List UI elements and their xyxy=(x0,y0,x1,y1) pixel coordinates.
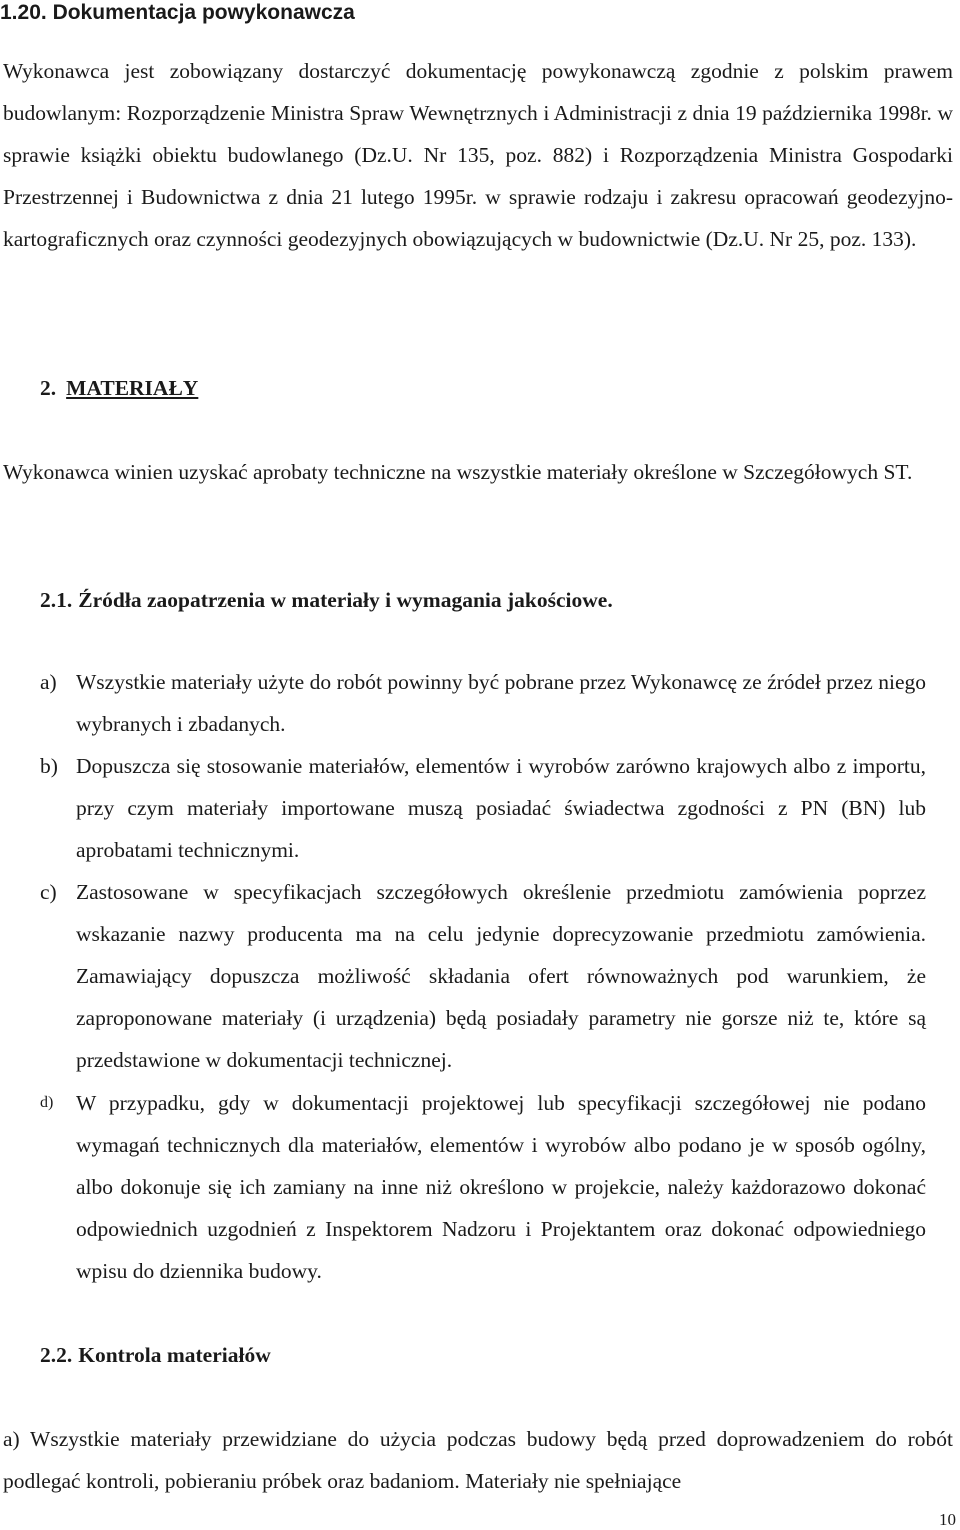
list-item-text: W przypadku, gdy w dokumentacji projektowej lub specyfikacji szczegółowej nie podano wymagań technicznych dla materiałów, elementów i wyrobów albo podano je w sposób ogólny, albo dokonuje się ich zamiany na inne niż określono w projekcie, należy każdorazowo dokonać odpowiednich uzgodnień z Inspektorem Nadzoru i Projektantem oraz dokonać odpowiedniego wpisu do dziennika budowy. xyxy=(76,1091,926,1283)
section-2-1-title: Źródła zaopatrzenia w materiały i wymagania jakościowe. xyxy=(78,588,613,612)
heading-title: Dokumentacja powykonawcza xyxy=(52,1,355,24)
intro-paragraph: Wykonawca jest zobowiązany dostarczyć dokumentację powykonawczą zgodnie z polskim prawem budowlanym: Rozporządzenie Ministra Spraw Wewnętrznych i Administracji z dnia 19 października 1998r. w sprawie książki obiektu budowlanego (Dz.U. Nr 135, poz. 882) i Rozporządzenia Ministra Gospodarki Przestrzennej i Budownictwa z dnia 21 lutego 1995r. w sprawie rodzaju i zakresu opracowań geodezyjno-kartograficznych oraz czynności geodezyjnych obowiązujących w budownictwie (Dz.U. Nr 25, poz. 133). xyxy=(3,59,953,251)
section-2-2-title: Kontrola materiałów xyxy=(78,1343,271,1367)
list-marker: c) xyxy=(40,880,57,904)
section-2-number: 2. xyxy=(40,376,57,400)
section-2-2-paragraph: a) Wszystkie materiały przewidziane do użycia podczas budowy będą przed doprowadzeniem do robót podlegać kontroli, pobieraniu próbek oraz badaniom. Materiały nie spełniające xyxy=(3,1427,953,1493)
page-number: 10 xyxy=(939,1510,956,1529)
list-item-a xyxy=(40,661,926,745)
list-item-c xyxy=(40,871,926,1081)
list-item-text: Zastosowane w specyfikacjach szczegółowych określenie przedmiotu zamówienia poprzez wskazanie nazwy producenta ma na celu jedynie doprecyzowanie przedmiotu zamówienia. Zamawiający dopuszcza możliwość składania ofert równoważnych pod warunkiem, że zaproponowane materiały (i urządzenia) będą posiadały parametry nie gorsze niż te, które są przedstawione w dokumentacji technicznej. xyxy=(76,880,926,1072)
section-2-paragraph: Wykonawca winien uzyskać aprobaty techniczne na wszystkie materiały określone w Szczegółowych ST. xyxy=(3,460,913,484)
list-marker: a) xyxy=(40,670,57,694)
list-marker: d) xyxy=(40,1094,54,1111)
heading-number: 1.20. xyxy=(0,1,47,24)
section-2-title: MATERIAŁY xyxy=(66,376,199,400)
document-heading xyxy=(0,0,355,26)
list-item-d xyxy=(40,1082,926,1292)
section-2-heading xyxy=(40,375,198,401)
list-marker: b) xyxy=(40,754,58,778)
list-item-text: Wszystkie materiały użyte do robót powinny być pobrane przez Wykonawcę ze źródeł przez niego wybranych i zbadanych. xyxy=(76,670,926,736)
section-2-2-number: 2.2. xyxy=(40,1343,73,1367)
section-2-2-heading xyxy=(40,1342,271,1368)
section-2-1-number: 2.1. xyxy=(40,588,73,612)
section-2-1-heading xyxy=(40,587,613,613)
list-item-text: Dopuszcza się stosowanie materiałów, elementów i wyrobów zarówno krajowych albo z importu, przy czym materiały importowane muszą posiadać świadectwa zgodności z PN (BN) lub aprobatami technicznymi. xyxy=(76,754,926,862)
list-item-b xyxy=(40,745,926,871)
